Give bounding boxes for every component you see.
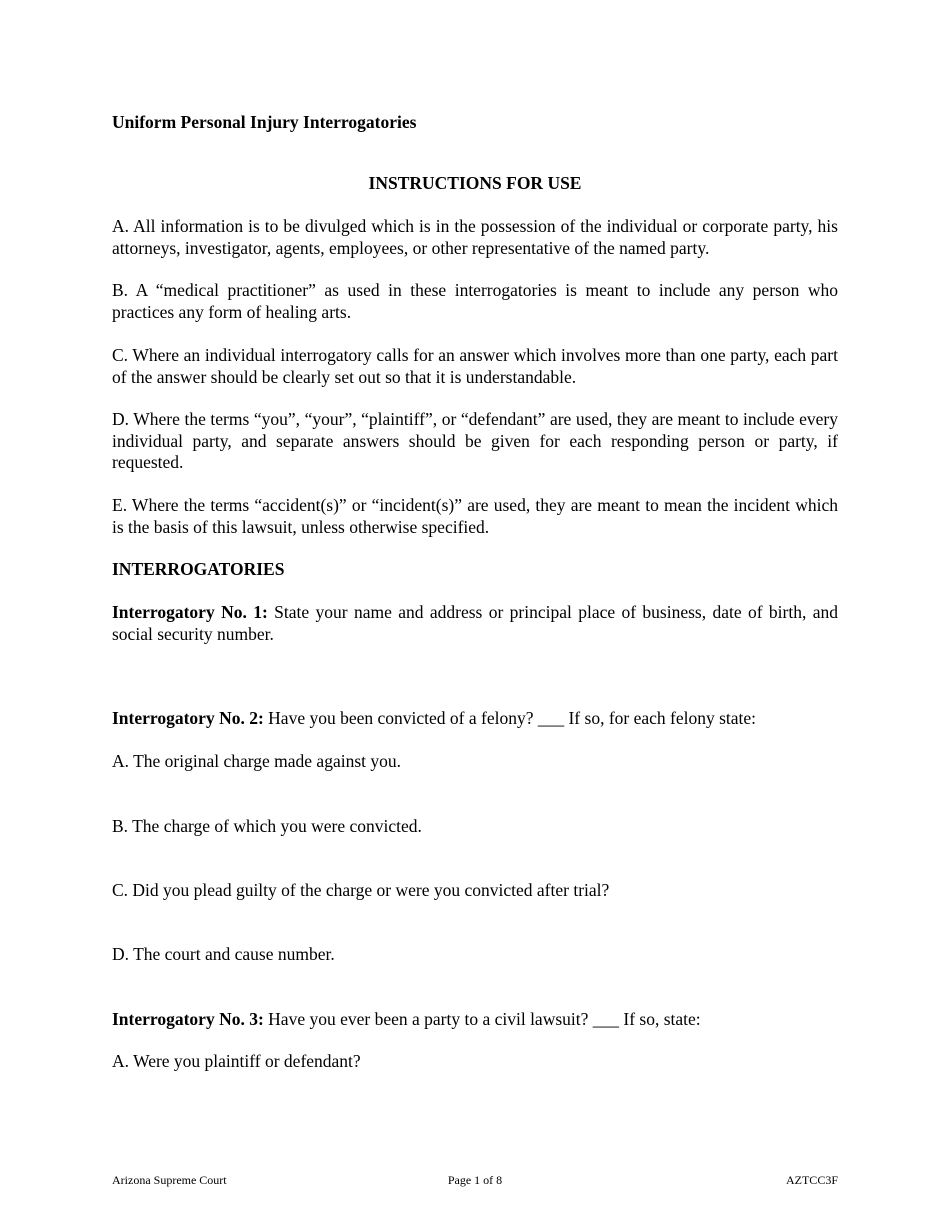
interrogatory-2-subpart-b: B. The charge of which you were convicted. [112, 816, 422, 836]
interrogatory-3-text: Have you ever been a party to a civil lawsuit? ___ If so, state: [263, 1009, 701, 1029]
interrogatory-1 [112, 602, 838, 645]
footer-form-code: AZTCC3F [785, 1173, 838, 1187]
instruction-c: C. Where an individual interrogatory calls for an answer which involves more than one party, each part of the answer should be clearly set out so that it is understandable. [112, 345, 838, 387]
interrogatory-2-label: Interrogatory No. 2: [112, 708, 264, 728]
interrogatory-3-subpart-a: A. Were you plaintiff or defendant? [112, 1051, 361, 1071]
interrogatory-2-subpart-d: D. The court and cause number. [112, 944, 335, 964]
interrogatory-2-text: Have you been convicted of a felony? ___ If so, for each felony state: [263, 708, 757, 728]
footer-page-number: Page 1 of 8 [447, 1173, 503, 1187]
document-title: Uniform Personal Injury Interrogatories [112, 112, 417, 132]
interrogatory-1-text: State your name and address or principal place of business, date of birth, and social security number. [112, 602, 838, 644]
interrogatory-3 [112, 1009, 838, 1031]
interrogatory-2-subpart-a: A. The original charge made against you. [112, 751, 401, 771]
instruction-b: B. A “medical practitioner” as used in these interrogatories is meant to include any person who practices any form of healing arts. [112, 280, 838, 322]
interrogatories-heading: INTERROGATORIES [112, 559, 285, 579]
interrogatory-2 [112, 708, 838, 730]
interrogatory-2-subpart-c: C. Did you plead guilty of the charge or were you convicted after trial? [112, 880, 610, 900]
instruction-d: D. Where the terms “you”, “your”, “plaintiff”, or “defendant” are used, they are meant to include every individual party, and separate answers should be given for each responding person or party, if requested. [112, 409, 838, 472]
interrogatory-1-label: Interrogatory No. 1: [112, 602, 268, 622]
instruction-a: A. All information is to be divulged which is in the possession of the individual or corporate party, his attorneys, investigator, agents, employees, or other representative of the named party. [112, 216, 838, 258]
footer-court-name: Arizona Supreme Court [112, 1173, 227, 1187]
interrogatory-3-label: Interrogatory No. 3: [112, 1009, 264, 1029]
instruction-e: E. Where the terms “accident(s)” or “incident(s)” are used, they are meant to mean the incident which is the basis of this lawsuit, unless otherwise specified. [112, 495, 838, 537]
instructions-heading: INSTRUCTIONS FOR USE [368, 173, 582, 193]
